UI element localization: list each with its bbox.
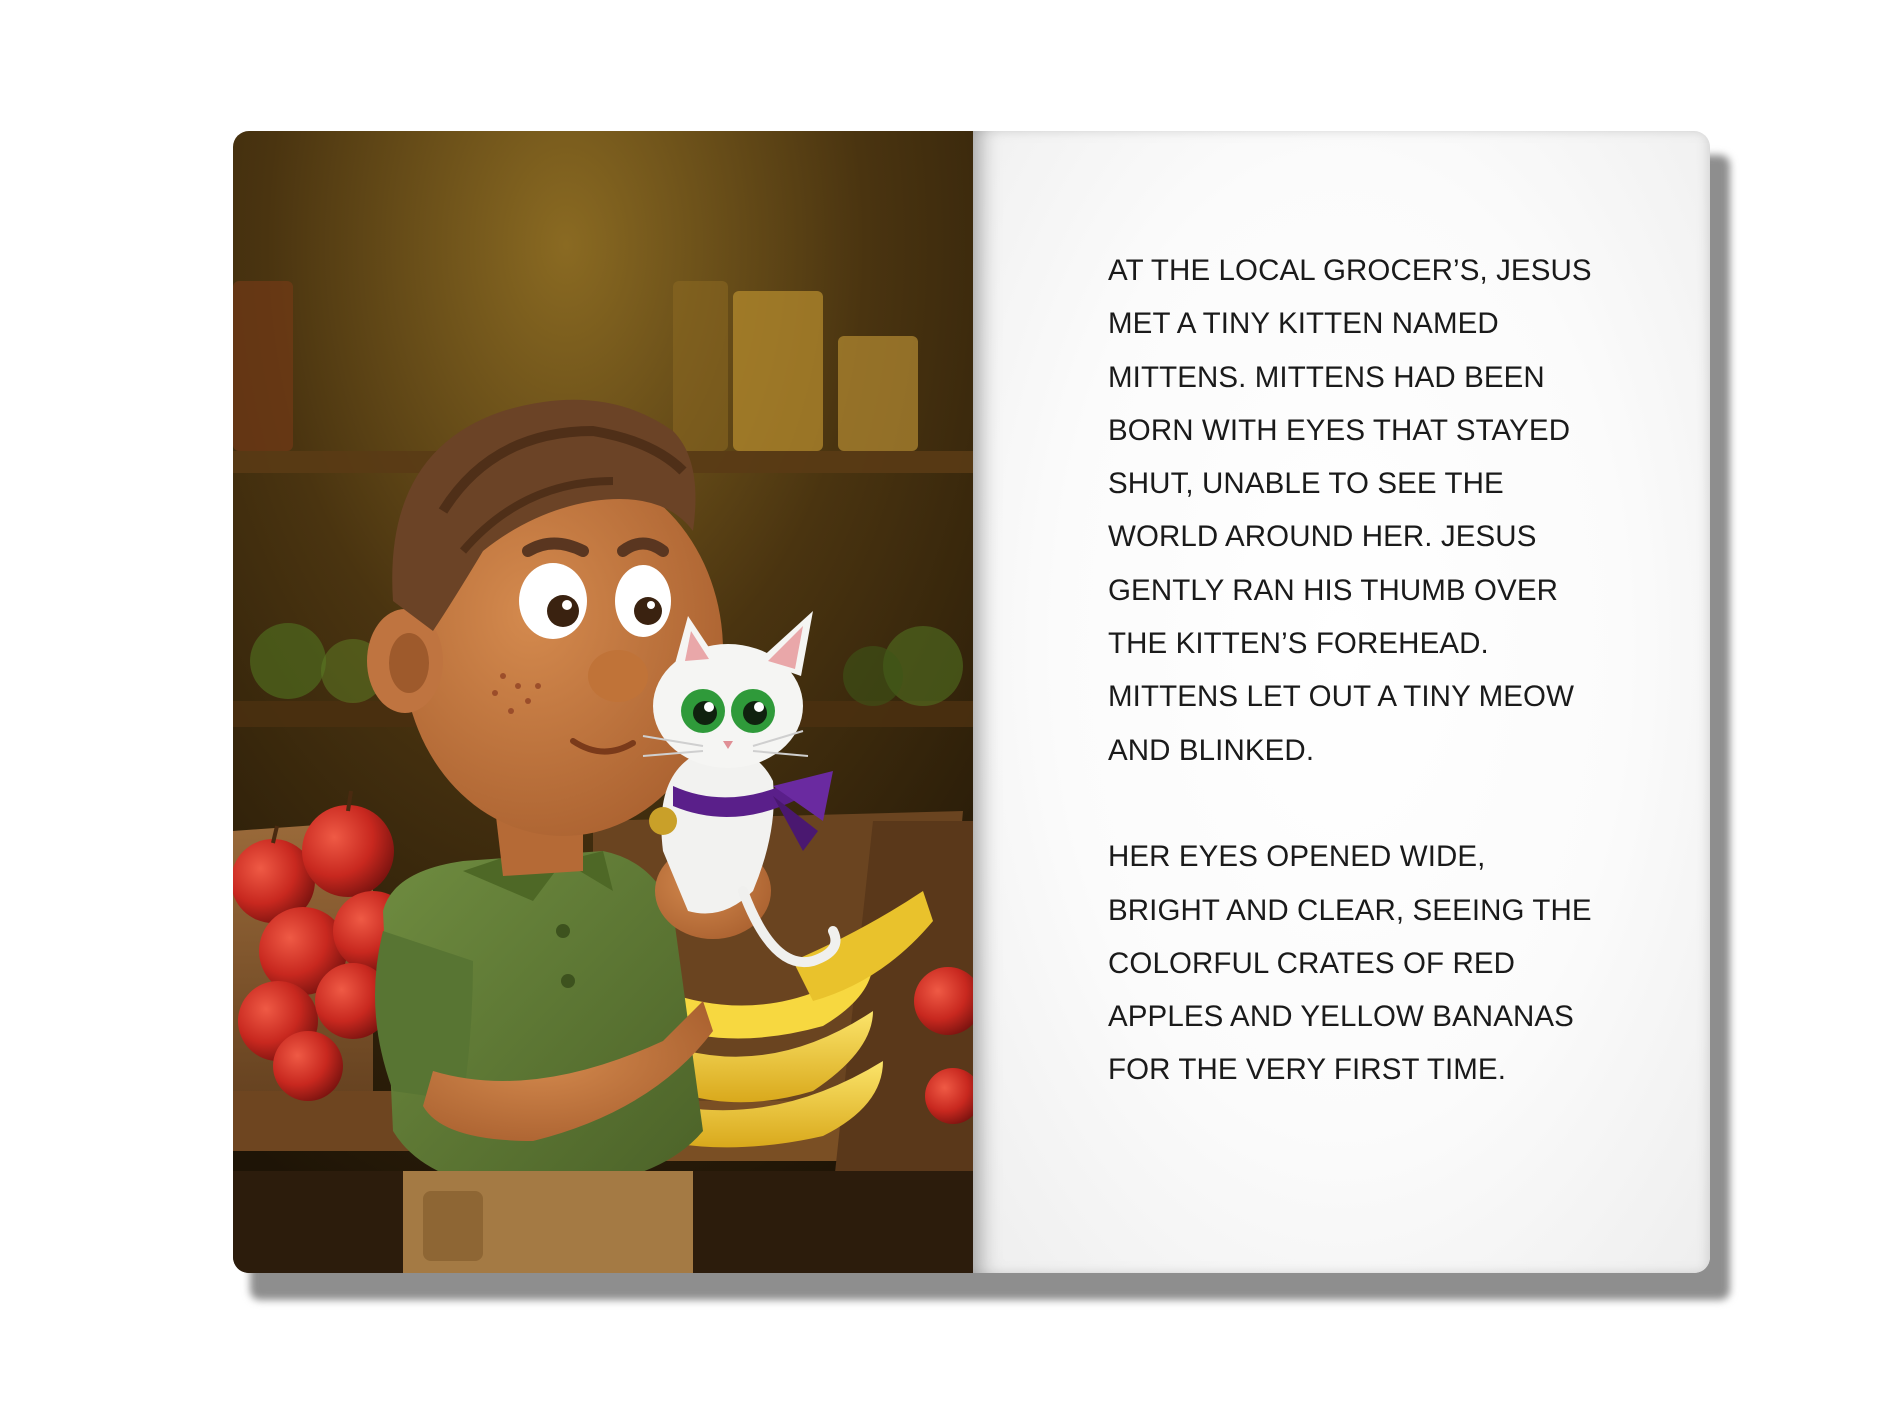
story-paragraph-2: HER EYES OPENED WIDE, BRIGHT AND CLEAR, SEEING THE COLORFUL CRATES OF RED APPLES AND YELLOW BANANAS FOR THE VERY FIRST TIME.	[1108, 840, 1592, 1087]
open-book	[233, 131, 1710, 1273]
story-text	[1108, 244, 1668, 1150]
storybook-illustration-icon	[233, 131, 973, 1273]
text-page	[973, 131, 1710, 1273]
illustration-page	[233, 131, 973, 1273]
story-paragraph-1: AT THE LOCAL GROCER’S, JESUS MET A TINY KITTEN NAMED MITTENS. MITTENS HAD BEEN BORN WITH EYES THAT STAYED SHUT, UNABLE TO SEE THE WORLD AROUND HER. JESUS GENTLY RAN HIS THUMB OVER THE KITTEN’S FOREHEAD. MITTENS LET OUT A TINY MEOW AND BLINKED.	[1108, 254, 1592, 767]
